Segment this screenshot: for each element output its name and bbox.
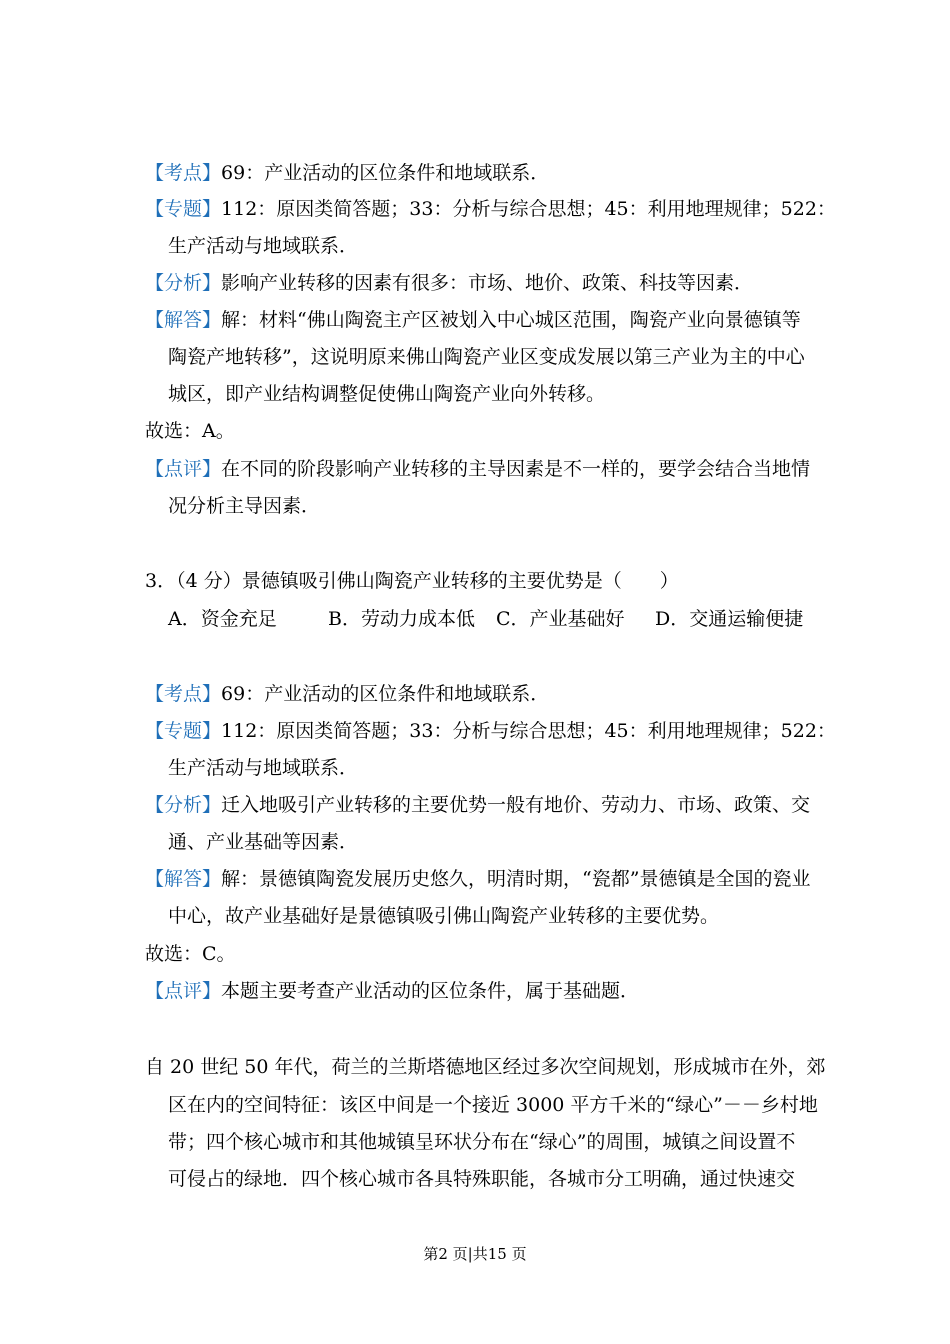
q3-jieda-text-2: 中心，故产业基础好是景德镇吸引佛山陶瓷产业转移的主要优势。 (168, 905, 720, 927)
q3-option-c: C．产业基础好 (496, 608, 625, 630)
q2-zhuanti (145, 196, 836, 222)
q3-stem: 3．（4 分）景德镇吸引佛山陶瓷产业转移的主要优势是（ ） (145, 570, 679, 592)
q2-dianping (145, 456, 810, 482)
q2-jieda (145, 307, 801, 333)
q2-zhuanti-text-2: 生产活动与地域联系． (168, 235, 359, 257)
passage-line-4: 可侵占的绿地．四个核心城市各具特殊职能，各城市分工明确，通过快速交 (168, 1168, 796, 1190)
page-footer: 第2 页|共15 页 (423, 1245, 527, 1263)
tag-kaodian: 【考点】 (145, 162, 222, 184)
passage-line-2: 区在内的空间特征：该区中间是一个接近 3000 平方千米的“绿心”－－乡村地 (168, 1094, 818, 1116)
q3-zhuanti (145, 718, 836, 744)
q3-dianping-text: 本题主要考查产业活动的区位条件，属于基础题． (221, 980, 640, 1002)
q3-zhuanti-text-1: 112：原因类简答题；33：分析与综合思想；45：利用地理规律；522： (221, 720, 836, 742)
q3-fenxi (145, 792, 810, 818)
tag-fenxi: 【分析】 (145, 272, 222, 294)
q3-jieda-text-1: 解：景德镇陶瓷发展历史悠久，明清时期，“瓷都”景德镇是全国的瓷业 (221, 868, 811, 890)
tag-dianping: 【点评】 (145, 980, 222, 1002)
q2-zhuanti-text-1: 112：原因类简答题；33：分析与综合思想；45：利用地理规律；522： (221, 198, 836, 220)
tag-dianping: 【点评】 (145, 458, 222, 480)
q2-fenxi (145, 270, 753, 296)
q3-kaodian-text: 69：产业活动的区位条件和地域联系． (221, 683, 550, 705)
q3-option-d: D．交通运输便捷 (655, 608, 804, 630)
passage-line-1: 自 20 世纪 50 年代，荷兰的兰斯塔德地区经过多次空间规划，形成城市在外，郊 (145, 1056, 826, 1078)
passage-line-3: 带；四个核心城市和其他城镇呈环状分布在“绿心”的周围，城镇之间设置不 (168, 1131, 796, 1153)
q2-jieda-text-2: 陶瓷产地转移”，这说明原来佛山陶瓷产业区变成发展以第三产业为主的中心 (168, 346, 805, 368)
tag-fenxi: 【分析】 (145, 794, 222, 816)
q2-dianping-text-1: 在不同的阶段影响产业转移的主导因素是不一样的，要学会结合当地情 (221, 458, 811, 480)
q3-kaodian (145, 681, 549, 707)
q3-guxuan: 故选：C。 (145, 943, 236, 965)
q2-jieda-text-3: 城区，即产业结构调整促使佛山陶瓷产业向外转移。 (168, 383, 606, 405)
q3-fenxi-text-2: 通、产业基础等因素． (168, 831, 359, 853)
q3-jieda (145, 866, 810, 892)
tag-jieda: 【解答】 (145, 309, 222, 331)
q3-fenxi-text-1: 迁入地吸引产业转移的主要优势一般有地价、劳动力、市场、政策、交 (221, 794, 811, 816)
q2-fenxi-text: 影响产业转移的因素有很多：市场、地价、政策、科技等因素． (221, 272, 754, 294)
q2-dianping-text-2: 况分析主导因素． (168, 495, 321, 517)
q3-dianping (145, 978, 639, 1004)
q3-option-b: B．劳动力成本低 (328, 608, 475, 630)
q3-option-a: A．资金充足 (168, 608, 277, 630)
tag-zhuanti: 【专题】 (145, 720, 222, 742)
q2-kaodian-text: 69：产业活动的区位条件和地域联系． (221, 162, 550, 184)
q2-jieda-text-1: 解：材料“佛山陶瓷主产区被划入中心城区范围，陶瓷产业向景德镇等 (221, 309, 801, 331)
tag-zhuanti: 【专题】 (145, 198, 222, 220)
tag-kaodian: 【考点】 (145, 683, 222, 705)
tag-jieda: 【解答】 (145, 868, 222, 890)
q2-guxuan: 故选：A。 (145, 420, 235, 442)
q3-zhuanti-text-2: 生产活动与地域联系． (168, 757, 359, 779)
q2-kaodian (145, 160, 549, 186)
